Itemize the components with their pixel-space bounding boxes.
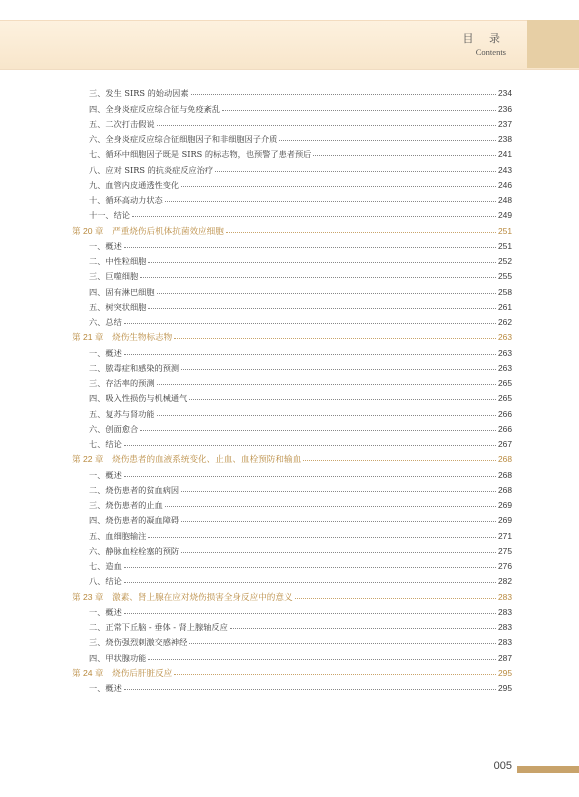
toc-chapter-row[interactable] (72, 449, 512, 464)
toc-page-number: 283 (498, 637, 512, 648)
toc-item-row[interactable] (72, 495, 512, 510)
toc-entry-text: 一、概述 (89, 606, 122, 617)
toc-entry-text: 二、脓毒症和感染的预测 (89, 362, 180, 373)
dot-leader (157, 414, 497, 416)
toc-entry-text: 四、甲状腺功能 (89, 652, 147, 663)
toc-chapter-row[interactable] (72, 663, 512, 678)
dot-leader (165, 505, 496, 507)
toc-item-row[interactable] (72, 647, 512, 662)
toc-page-number: 287 (498, 652, 512, 663)
toc-entry-text: 十、循环高动力状态 (89, 195, 163, 205)
toc-page-number: 263 (498, 362, 512, 373)
toc-chapter-row[interactable] (72, 586, 512, 601)
dot-leader (157, 292, 497, 294)
toc-page-number: 234 (498, 88, 512, 99)
toc-item-row[interactable] (72, 358, 512, 373)
toc-item-row[interactable] (72, 159, 512, 174)
toc-entry-text: 三、烧伤患者的止血 (89, 500, 163, 510)
toc-item-row[interactable] (72, 342, 512, 357)
toc-page-number: 282 (498, 576, 512, 587)
toc-entry-text: 五、二次打击假说 (89, 118, 155, 129)
dot-leader (157, 124, 497, 126)
toc-page-number: 266 (498, 423, 512, 434)
toc-item-row[interactable] (72, 251, 512, 266)
toc-page-number: 248 (498, 195, 512, 205)
dot-leader (303, 459, 496, 461)
dot-leader (295, 597, 496, 599)
dot-leader (174, 673, 496, 675)
toc-item-row[interactable] (72, 571, 512, 586)
toc-page-number: 255 (498, 271, 512, 282)
toc-entry-text: 五、树突状细胞 (89, 301, 147, 312)
toc-entry-text: 二、中性粒细胞 (89, 256, 147, 266)
toc-entry-text: 三、烧伤强烈刺激交感神经 (89, 637, 188, 648)
toc-entry-text: 二、正常下丘脑 - 垂体 - 肾上腺轴反应 (89, 622, 228, 632)
toc-item-row[interactable] (72, 617, 512, 632)
toc-item-row[interactable] (72, 190, 512, 205)
dot-leader (222, 109, 496, 111)
toc-item-row[interactable] (72, 129, 512, 144)
toc-page-number: 283 (498, 622, 512, 632)
toc-entry-text: 九、血管内皮通透性变化 (89, 179, 180, 190)
footer-bar-decoration (517, 766, 579, 773)
toc-item-row[interactable] (72, 312, 512, 327)
toc-entry-text: 四、烧伤患者的凝血障碍 (89, 515, 180, 526)
dot-leader (165, 200, 496, 202)
page-title: 目 录 (462, 32, 506, 45)
toc-page-number: 237 (498, 118, 512, 129)
toc-item-row[interactable] (72, 510, 512, 525)
toc-page-number: 267 (498, 439, 512, 449)
toc-page-number: 252 (498, 256, 512, 266)
toc-item-row[interactable] (72, 434, 512, 449)
toc-item-row[interactable] (72, 678, 512, 693)
header-tab-decoration (527, 20, 579, 68)
toc-page-number: 246 (498, 179, 512, 190)
table-of-contents (72, 83, 512, 693)
toc-item-row[interactable] (72, 419, 512, 434)
toc-item-row[interactable] (72, 114, 512, 129)
dot-leader (148, 261, 496, 263)
dot-leader (181, 490, 496, 492)
toc-page-number: 243 (498, 164, 512, 175)
dot-leader (181, 520, 496, 522)
toc-entry-text: 五、复苏与肾功能 (89, 408, 155, 419)
toc-item-row[interactable] (72, 236, 512, 251)
dot-leader (132, 215, 496, 217)
toc-page-number: 269 (498, 500, 512, 510)
toc-entry-text: 四、全身炎症反应综合征与免疫紊乱 (89, 103, 221, 114)
toc-page-number: 251 (498, 240, 512, 251)
toc-page-number: 268 (498, 469, 512, 480)
toc-page-number: 295 (498, 683, 512, 693)
toc-item-row[interactable] (72, 175, 512, 190)
dot-leader (124, 444, 496, 446)
toc-item-row[interactable] (72, 98, 512, 113)
toc-item-row[interactable] (72, 403, 512, 418)
dot-leader (124, 475, 496, 477)
toc-page-number: 283 (498, 606, 512, 617)
toc-page-number: 265 (498, 378, 512, 388)
toc-entry-text: 四、吸入性损伤与机械通气 (89, 393, 188, 404)
toc-entry-text: 三、存活率的预测 (89, 378, 155, 388)
toc-entry-text: 第 22 章 烧伤患者的血液系统变化、止血、血栓预防和输血 (72, 454, 302, 465)
toc-page-number: 258 (498, 286, 512, 297)
toc-chapter-row[interactable] (72, 220, 512, 235)
dot-leader (279, 139, 496, 141)
dot-leader (215, 170, 496, 172)
dot-leader (140, 429, 496, 431)
toc-entry-text: 三、巨噬细胞 (89, 271, 139, 282)
toc-entry-text: 一、概述 (89, 347, 122, 358)
dot-leader (157, 383, 497, 385)
toc-page-number: 261 (498, 301, 512, 312)
toc-entry-text: 一、概述 (89, 469, 122, 480)
dot-leader (148, 536, 496, 538)
dot-leader (189, 642, 496, 644)
dot-leader (124, 322, 496, 324)
toc-entry-text: 六、全身炎症反应综合征细胞因子和非细胞因子介质 (89, 134, 278, 144)
toc-entry-text: 四、固有淋巴细胞 (89, 286, 155, 297)
dot-leader (181, 185, 496, 187)
toc-page-number: 271 (498, 530, 512, 541)
toc-item-row[interactable] (72, 556, 512, 571)
dot-leader (124, 688, 496, 690)
toc-item-row[interactable] (72, 144, 512, 159)
toc-page-number: 249 (498, 210, 512, 221)
toc-entry-text: 第 20 章 严重烧伤后机体抗菌效应细胞 (72, 225, 224, 236)
toc-entry-text: 七、循环中细胞因子既是 SIRS 的标志物，也预警了患者预后 (89, 149, 312, 160)
toc-page-number: 269 (498, 515, 512, 526)
toc-page-number: 283 (498, 591, 512, 602)
dot-leader (191, 93, 497, 95)
toc-page-number: 295 (498, 667, 512, 678)
toc-entry-text: 一、概述 (89, 683, 122, 693)
toc-item-row[interactable] (72, 266, 512, 281)
toc-item-row[interactable] (72, 464, 512, 479)
toc-page-number: 241 (498, 149, 512, 160)
toc-item-row[interactable] (72, 388, 512, 403)
toc-page-number: 263 (498, 347, 512, 358)
dot-leader (189, 398, 496, 400)
dot-leader (124, 566, 496, 568)
toc-item-row[interactable] (72, 281, 512, 296)
dot-leader (148, 307, 496, 309)
toc-page-number: 263 (498, 332, 512, 343)
toc-page-number: 268 (498, 484, 512, 495)
dot-leader (148, 658, 496, 660)
toc-entry-text: 二、烧伤患者的贫血病因 (89, 484, 180, 495)
toc-page-number: 266 (498, 408, 512, 419)
toc-page-number: 251 (498, 225, 512, 236)
toc-entry-text: 六、创面愈合 (89, 423, 139, 434)
toc-entry-text: 七、造血 (89, 561, 122, 571)
dot-leader (140, 276, 496, 278)
toc-page-number: 268 (498, 454, 512, 465)
toc-entry-text: 第 21 章 烧伤生物标志物 (72, 332, 173, 343)
dot-leader (230, 627, 496, 629)
dot-leader (181, 551, 496, 553)
toc-entry-text: 八、应对 SIRS 的抗炎症反应治疗 (89, 164, 214, 175)
toc-page-number: 238 (498, 134, 512, 144)
dot-leader (124, 246, 496, 248)
toc-item-row[interactable] (72, 632, 512, 647)
toc-entry-text: 三、发生 SIRS 的始动因素 (89, 88, 189, 99)
toc-entry-text: 六、静脉血栓栓塞的预防 (89, 545, 180, 556)
toc-page-number: 265 (498, 393, 512, 404)
dot-leader (124, 612, 496, 614)
dot-leader (181, 368, 496, 370)
toc-item-row[interactable] (72, 297, 512, 312)
toc-item-row[interactable] (72, 541, 512, 556)
toc-page-number: 276 (498, 561, 512, 571)
page-number: 005 (493, 760, 512, 772)
toc-page-number: 275 (498, 545, 512, 556)
toc-entry-text: 五、血细胞输注 (89, 530, 147, 541)
dot-leader (124, 581, 496, 583)
dot-leader (174, 337, 496, 339)
toc-item-row[interactable] (72, 525, 512, 540)
dot-leader (313, 154, 496, 156)
dot-leader (124, 353, 496, 355)
toc-entry-text: 八、结论 (89, 576, 122, 587)
toc-page-number: 236 (498, 103, 512, 114)
toc-item-row[interactable] (72, 373, 512, 388)
toc-item-row[interactable] (72, 602, 512, 617)
dot-leader (226, 231, 496, 233)
toc-page-number: 262 (498, 317, 512, 327)
toc-item-row[interactable] (72, 205, 512, 220)
toc-chapter-row[interactable] (72, 327, 512, 342)
toc-entry-text: 六、总结 (89, 317, 122, 327)
toc-entry-text: 一、概述 (89, 240, 122, 251)
toc-item-row[interactable] (72, 83, 512, 98)
toc-entry-text: 第 23 章 激素、肾上腺在应对烧伤损害全身反应中的意义 (72, 591, 293, 602)
toc-item-row[interactable] (72, 480, 512, 495)
toc-entry-text: 第 24 章 烧伤后肝脏反应 (72, 667, 173, 678)
page-subtitle: Contents (475, 47, 506, 57)
toc-entry-text: 七、结论 (89, 439, 122, 449)
toc-entry-text: 十一、结论 (89, 210, 130, 221)
